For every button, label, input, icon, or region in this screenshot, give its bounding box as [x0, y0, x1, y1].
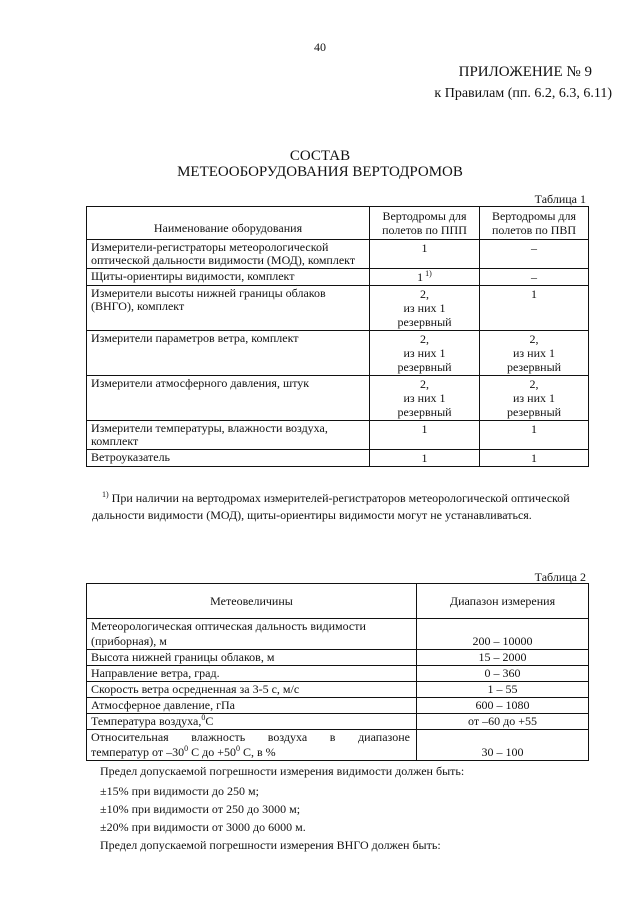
- equipment-name-cell: Щиты-ориентиры видимости, комплект: [87, 269, 370, 286]
- table-row: [87, 714, 589, 730]
- range-cell: 15 – 2000: [417, 650, 589, 666]
- range-cell: от –60 до +55: [417, 714, 589, 730]
- quantity-line: из них 1: [512, 391, 555, 405]
- footnote-ref: 1): [423, 269, 432, 278]
- vfr-quantity-cell: [480, 331, 589, 376]
- appendix-subtitle: к Правилам (пп. 6.2, 6.3, 6.11): [434, 86, 612, 101]
- quantity-line: 2,: [529, 332, 539, 346]
- table-row: [87, 730, 589, 761]
- word: воздуха: [267, 730, 308, 744]
- vfr-quantity-cell: [480, 421, 589, 450]
- table2-label: Таблица 2: [534, 570, 586, 584]
- footnote-mark: 1): [102, 490, 109, 499]
- quantity-line: из них 1: [403, 346, 446, 360]
- quantity-line: резервный: [397, 315, 452, 329]
- quantity-line: резервный: [397, 405, 452, 419]
- ifr-quantity-cell: [370, 421, 480, 450]
- header-vfr-heliports: Вертодромы для полетов по ПВП: [480, 207, 589, 240]
- appendix-title: ПРИЛОЖЕНИЕ № 9: [458, 64, 592, 80]
- equipment-name-cell: Измерители высоты нижней границы облаков (ВНГО), комплект: [87, 286, 370, 331]
- table-row: [87, 269, 589, 286]
- range-cell: 1 – 55: [417, 682, 589, 698]
- word: Относительная: [91, 730, 169, 744]
- text: С, в %: [240, 745, 276, 759]
- page-number: 40: [314, 40, 326, 54]
- quantity-line: 1 $^{1)}$: [417, 269, 432, 284]
- equipment-table: [86, 206, 589, 467]
- ifr-quantity-cell: [370, 450, 480, 467]
- quantity-line: 1: [531, 422, 537, 436]
- equipment-table-body: [87, 240, 589, 467]
- ifr-quantity-cell: [370, 286, 480, 331]
- heading-line-1: СОСТАВ: [289, 148, 351, 164]
- quantity-cell: [87, 730, 417, 761]
- unit-text: С: [205, 714, 214, 728]
- text: температур от –30: [91, 745, 185, 759]
- quantity-line: 2,: [529, 377, 539, 391]
- table-row: [87, 666, 589, 682]
- table-row: [87, 619, 589, 650]
- range-cell: 0 – 360: [417, 666, 589, 682]
- humidity-line-2: [91, 745, 410, 760]
- ifr-quantity-cell: [370, 331, 480, 376]
- humidity-line-1: [91, 730, 410, 745]
- quantity-line: из них 1: [403, 391, 446, 405]
- equipment-name-cell: Измерители температуры, влажности воздуха, комплект: [87, 421, 370, 450]
- table1-label: Таблица 1: [534, 192, 586, 206]
- quantity-line: 2,: [420, 377, 429, 391]
- quantity-line: из них 1: [512, 346, 555, 360]
- quantity-line: 1: [421, 422, 428, 436]
- ifr-quantity-cell: [370, 240, 480, 269]
- vfr-quantity-cell: [480, 376, 589, 421]
- quantity-line: резервный: [397, 360, 452, 374]
- header-equipment-name: Наименование оборудования: [87, 207, 370, 240]
- table-row: [87, 286, 589, 331]
- accuracy-paragraph: Предел допускаемой погрешности измерения ВНГО должен быть:: [100, 838, 441, 852]
- vfr-quantity-cell: [480, 269, 589, 286]
- table-row: [87, 650, 589, 666]
- table-row: [87, 682, 589, 698]
- quantity-line: 1: [421, 241, 428, 255]
- quantity-cell: [87, 714, 417, 730]
- word: диапазоне: [358, 730, 410, 744]
- table-row: [87, 698, 589, 714]
- table-row: [87, 240, 589, 269]
- accuracy-paragraph: Предел допускаемой погрешности измерения видимости должен быть:: [100, 764, 465, 778]
- quantity-line: 1: [421, 451, 428, 465]
- vfr-quantity-cell: [480, 240, 589, 269]
- vfr-quantity-cell: [480, 286, 589, 331]
- quantity-line: резервный: [506, 405, 562, 419]
- quantity-cell: Направление ветра, град.: [87, 666, 417, 682]
- heading-line-2: МЕТЕООБОРУДОВАНИЯ ВЕРТОДРОМОВ: [177, 164, 463, 180]
- table-row: [87, 331, 589, 376]
- word: в: [329, 730, 336, 744]
- accuracy-item: ±20% при видимости от 3000 до 6000 м.: [100, 820, 306, 834]
- degree-mark: 0: [201, 713, 206, 722]
- equipment-name-cell: Измерители параметров ветра, комплект: [87, 331, 370, 376]
- quantity-line: из них 1: [403, 301, 446, 315]
- text: С до +50: [188, 745, 236, 759]
- equipment-name-cell: Ветроуказатель: [87, 450, 370, 467]
- range-cell: 200 – 10000: [417, 619, 589, 650]
- quantity-cell: Скорость ветра осредненная за 3-5 с, м/с: [87, 682, 417, 698]
- footnote-text: При наличии на вертодромах измерителей-регистраторов метеорологической оптической дальности видимости (МОД), щиты-ориентиры видимости могут не устанавливаться.: [92, 491, 570, 522]
- degree-mark: 0: [236, 744, 240, 753]
- header-quantities: Метеовеличины: [87, 584, 417, 619]
- accuracy-item: ±10% при видимости от 250 до 3000 м;: [100, 802, 301, 816]
- quantity-cell: Атмосферное давление, гПа: [87, 698, 417, 714]
- range-cell: 600 – 1080: [417, 698, 589, 714]
- word: влажность: [191, 730, 246, 744]
- quantity-line: –: [531, 241, 537, 255]
- footnote: [92, 490, 604, 524]
- quantity-cell: Высота нижней границы облаков, м: [87, 650, 417, 666]
- accuracy-item: ±15% при видимости до 250 м;: [100, 784, 259, 798]
- quantity-line: 1: [531, 287, 537, 301]
- header-ifr-heliports: Вертодромы для полетов по ППП: [370, 207, 480, 240]
- table-row: [87, 421, 589, 450]
- quantity-line: 2,: [420, 287, 429, 301]
- quantity-text: Температура воздуха,: [91, 714, 202, 728]
- equipment-name-cell: Измерители атмосферного давления, штук: [87, 376, 370, 421]
- ifr-quantity-cell: [370, 376, 480, 421]
- quantity-line: –: [531, 270, 537, 284]
- degree-mark: 0: [184, 744, 189, 753]
- ifr-quantity-cell: [370, 269, 480, 286]
- equipment-name-cell: Измерители-регистраторы метеорологической оптической дальности видимости (МОД), комплект: [87, 240, 370, 269]
- quantity-line: 1: [531, 451, 537, 465]
- header-measurement-range: Диапазон измерения: [417, 584, 589, 619]
- table-row: [87, 376, 589, 421]
- quantity-line: резервный: [506, 360, 562, 374]
- range-cell: 30 – 100: [417, 730, 589, 761]
- measurement-ranges-table: [86, 583, 589, 761]
- table-row: [87, 450, 589, 467]
- quantity-line: 2,: [420, 332, 429, 346]
- vfr-quantity-cell: [480, 450, 589, 467]
- quantity-cell: Метеорологическая оптическая дальность видимости (приборная), м: [87, 619, 417, 650]
